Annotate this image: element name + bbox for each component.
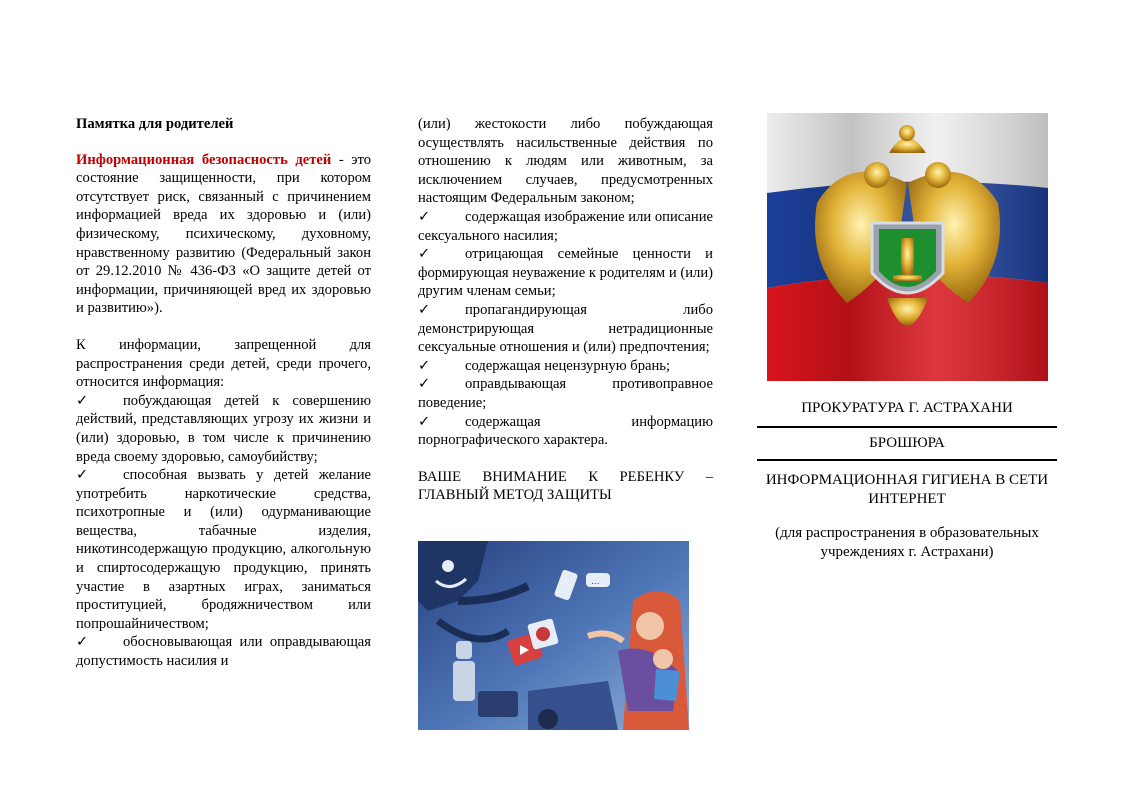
list-item	[418, 301, 713, 357]
check-icon: ✓	[418, 357, 431, 374]
divider	[757, 459, 1057, 461]
column-middle	[418, 115, 713, 505]
list-item-text: побуждающая детей к совершению действий, представляющих угрозу их жизни и (или) здоровью, в том числе к причинению вреда своему здоровью, самоубийству;	[76, 392, 371, 465]
column-right	[757, 113, 1057, 562]
continuation-text: (или) жестокости либо побуждающая осуществлять насильственные действия по отношению к людям или животным, за исключением случаев, предусмотренных настоящим Федеральным законом;	[418, 116, 713, 207]
check-icon: ✓	[76, 467, 89, 484]
list-item-text: оправдывающая противоправное поведение;	[418, 376, 713, 411]
list-item	[418, 245, 713, 301]
check-icon: ✓	[418, 413, 431, 430]
check-icon: ✓	[76, 634, 89, 651]
list-item	[76, 392, 371, 466]
list-item-text: содержащая информацию порнографического характера.	[418, 413, 713, 449]
svg-text:...: ...	[591, 577, 600, 587]
list-item-text: отрицающая семейные ценности и формирующая неуважение к родителям и (или) другим членам семьи;	[418, 246, 713, 300]
list-item-text: содержащая изображение или описание сексуального насилия;	[418, 208, 713, 244]
check-icon: ✓	[418, 246, 431, 263]
brochure-heading: Памятка для родителей	[76, 116, 234, 132]
intro-paragraph: К информации, запрещенной для распространения среди детей, среди прочего, относится информация:	[76, 336, 371, 391]
prosecutor-emblem-flag-image	[767, 113, 1048, 381]
definition-text: - это состояние защищенности, при котором отсутствует риск, связанный с причинением информацией вреда их здоровью и (или) физическому, психическому, духовному, нравственному развитию (Федеральный закон от 29.12.2010 № 436-ФЗ «О защите детей от информации, причиняющей вред их здоровью и развитию»).	[76, 151, 371, 317]
list-item	[418, 375, 713, 412]
list-item-text: обосновывающая или оправдывающая допустимость насилия и	[76, 634, 371, 670]
attention-heading: ВАШЕ ВНИМАНИЕ К РЕБЕНКУ – ГЛАВНЫЙ МЕТОД ЗАЩИТЫ	[418, 468, 713, 504]
organization-name: ПРОКУРАТУРА Г. АСТРАХАНИ	[801, 400, 1013, 416]
list-item	[76, 633, 371, 670]
check-icon: ✓	[418, 376, 431, 393]
check-icon: ✓	[76, 392, 89, 409]
list-item-text: пропагандирующая либо демонстрирующая нетрадиционные сексуальные отношения и (или) предпочтения;	[418, 301, 713, 356]
illustration-image	[418, 541, 689, 730]
document-title: ИНФОРМАЦИОННАЯ ГИГИЕНА В СЕТИ ИНТЕРНЕТ	[765, 472, 1049, 507]
list-item	[418, 208, 713, 245]
check-icon: ✓	[418, 301, 431, 318]
illustration-online-threats	[418, 541, 689, 730]
distribution-note: (для распространения в образовательных учреждениях г. Астрахани)	[775, 525, 1039, 560]
column-left	[76, 115, 371, 671]
list-item	[76, 466, 371, 633]
check-icon: ✓	[418, 208, 431, 225]
list-item-text: содержащая нецензурную брань;	[465, 357, 671, 374]
definition-term: Информационная безопасность детей	[76, 151, 332, 168]
document-type: БРОШЮРА	[869, 435, 945, 451]
list-item	[418, 413, 713, 450]
list-item	[418, 357, 713, 376]
definition-paragraph	[76, 151, 371, 318]
list-item-text: способная вызвать у детей желание употребить наркотические средства, психотропные и (или) одурманивающие вещества, табачные изделия, никотинсодержащую продукцию, алкогольную и спиртосодержащую продукцию, принять участие в азартных играх, заниматься проституцией, бродяжничеством или попрошайничеством;	[76, 467, 371, 632]
